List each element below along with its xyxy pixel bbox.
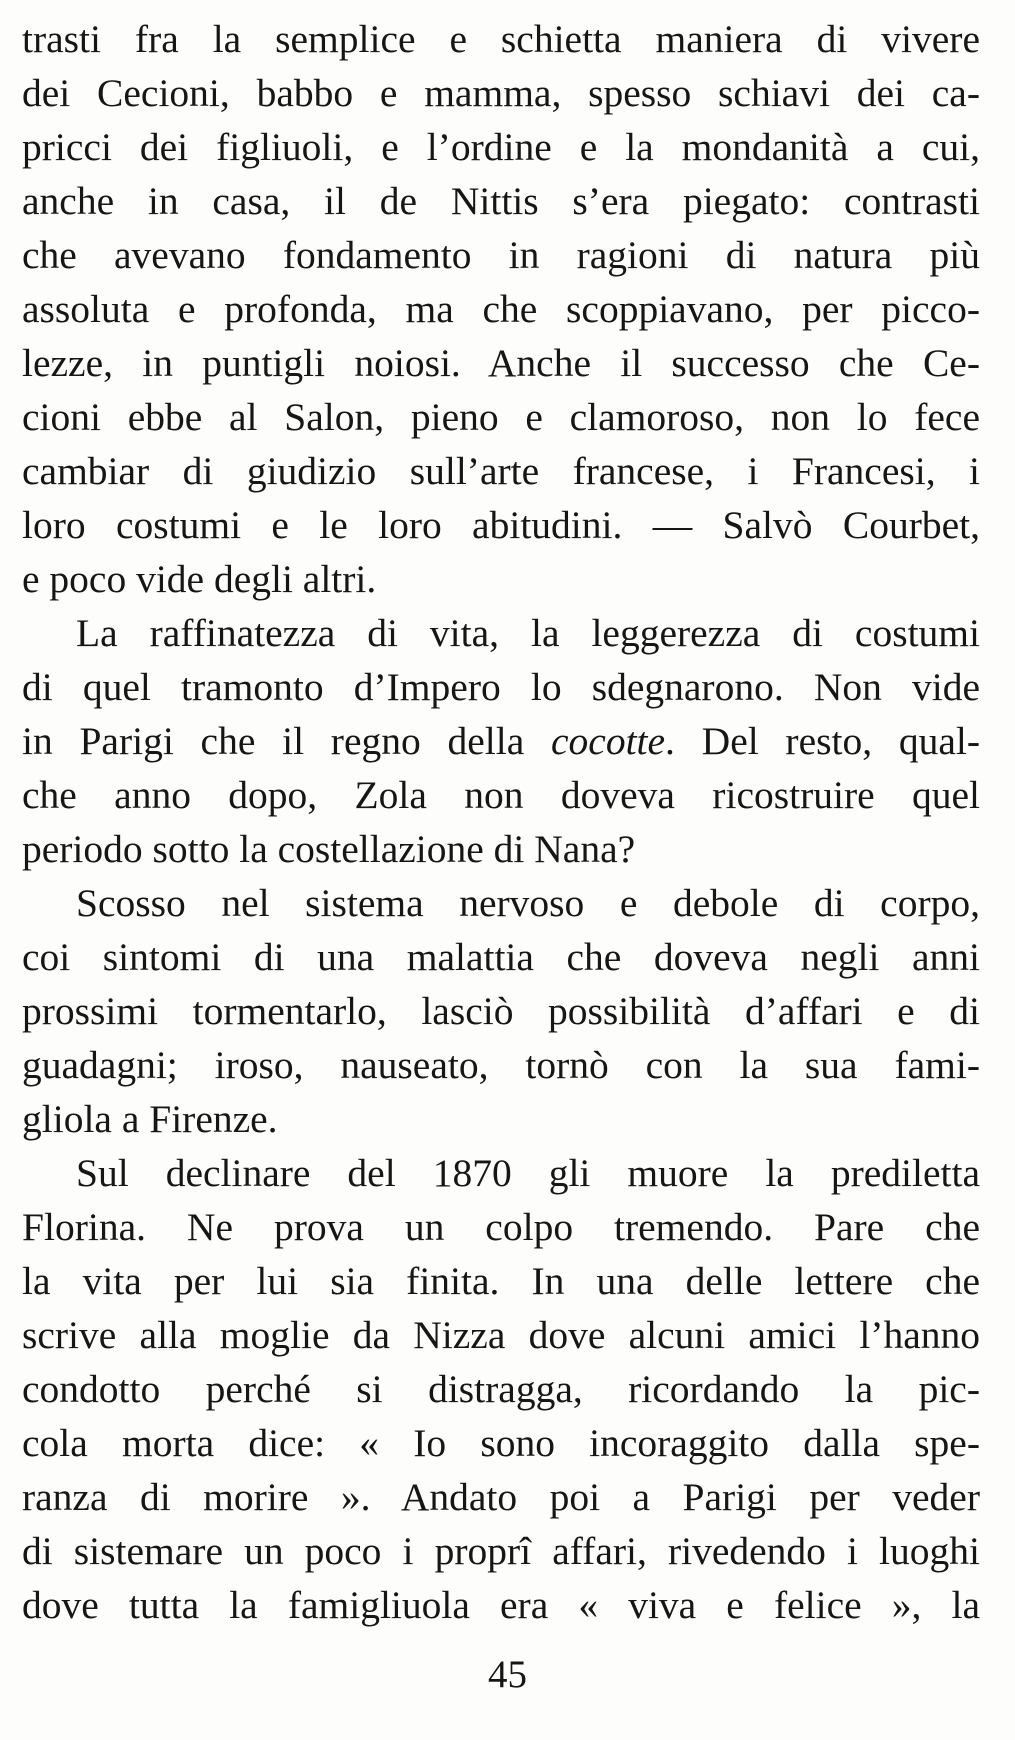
paragraph-2: [22, 606, 980, 876]
text-line: loro costumi e le loro abitudini. — Salvò Courbet,: [22, 503, 980, 547]
text-run: . Del resto, qual-: [665, 719, 980, 763]
text-line: Florina. Ne prova un colpo tremendo. Pare che: [22, 1205, 980, 1249]
text-line: dove tutta la famigliuola era « viva e felice », la: [22, 1583, 980, 1627]
text-line: di quel tramonto d’Impero lo sdegnarono. Non vide: [22, 665, 980, 709]
text-line: che anno dopo, Zola non doveva ricostruire quel: [22, 773, 980, 817]
text-run: in Parigi che il regno della: [22, 719, 551, 763]
text-line: cola morta dice: « Io sono incoraggito dalla spe-: [22, 1421, 980, 1465]
text-line: periodo sotto la costellazione di Nana?: [22, 827, 636, 871]
text-line: gliola a Firenze.: [22, 1097, 278, 1141]
paragraph-3: [22, 876, 980, 1146]
text-line: condotto perché si distragga, ricordando la pic-: [22, 1367, 980, 1411]
text-line: cioni ebbe al Salon, pieno e clamoroso, non lo fece: [22, 395, 980, 439]
text-line: la vita per lui sia finita. In una delle lettere che: [22, 1259, 980, 1303]
text-line: scrive alla moglie da Nizza dove alcuni amici l’hanno: [22, 1313, 980, 1357]
text-line: lezze, in puntigli noiosi. Anche il successo che Ce-: [22, 341, 980, 385]
text-line: e poco vide degli altri.: [22, 557, 377, 601]
text-line: trasti fra la semplice e schietta maniera di vivere: [22, 17, 980, 61]
text-line: anche in casa, il de Nittis s’era piegato: contrasti: [22, 179, 980, 223]
text-line: assoluta e profonda, ma che scoppiavano, per picco-: [22, 287, 980, 331]
text-line: ranza di morire ». Andato poi a Parigi per veder: [22, 1475, 980, 1519]
text-line: pricci dei figliuoli, e l’ordine e la mondanità a cui,: [22, 125, 980, 169]
text-line: cambiar di giudizio sull’arte francese, i Francesi, i: [22, 449, 980, 493]
text-line: coi sintomi di una malattia che doveva negli anni: [22, 935, 980, 979]
text-line: Scosso nel sistema nervoso e debole di corpo,: [76, 881, 980, 925]
text-line: di sistemare un poco i proprî affari, rivedendo i luoghi: [22, 1529, 980, 1573]
text-line: La raffinatezza di vita, la leggerezza di costumi: [76, 611, 980, 655]
page-number: 45: [488, 1653, 527, 1696]
text-line: Sul declinare del 1870 gli muore la prediletta: [76, 1151, 980, 1195]
text-line: prossimi tormentarlo, lasciò possibilità d’affari e di: [22, 989, 980, 1033]
text-line: dei Cecioni, babbo e mamma, spesso schiavi dei ca-: [22, 71, 980, 115]
paragraph-1: [22, 12, 980, 606]
text-line: che avevano fondamento in ragioni di natura più: [22, 233, 980, 277]
text-line: [22, 714, 980, 768]
paragraph-4: [22, 1146, 980, 1632]
text-line: guadagni; iroso, nauseato, tornò con la sua fami-: [22, 1043, 980, 1087]
italic-word: cocotte: [551, 719, 666, 763]
body-text: [22, 12, 980, 1632]
